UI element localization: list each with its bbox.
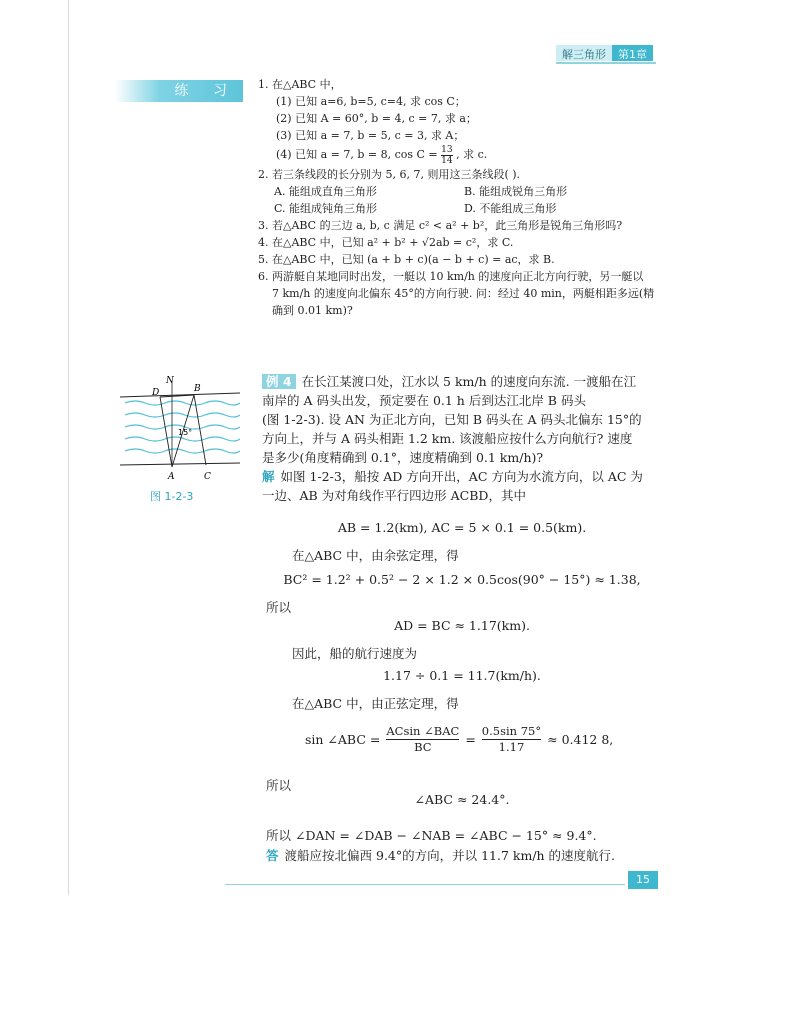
exercise-2-options	[258, 183, 658, 217]
footer-divider	[225, 884, 625, 885]
sine-fraction-2	[482, 724, 541, 755]
solution-line-1	[262, 467, 662, 486]
exercise-3: 3. 若△ABC 的三边 a, b, c 满足 c² < a² + b²，此三角形是锐角三角形吗?	[258, 219, 623, 232]
answer-key: 答	[266, 848, 279, 863]
example-4-line-3: (图 1-2-3). 设 AN 为正北方向，已知 B 码头在 A 码头北偏东 15°的	[262, 412, 642, 427]
example-4-line-2: 南岸的 A 码头出发，预定要在 0.1 h 后到达江北岸 B 码头	[262, 393, 586, 408]
page-number: 15	[628, 871, 658, 889]
exercise-5: 5. 在△ABC 中，已知 (a + b + c)(a − b + c) = ac，求 B.	[258, 253, 555, 266]
exercise-1-1: (1) 已知 a=6, b=5, c=4, 求 cos C；	[276, 95, 466, 108]
option-b: B. 能组成锐角三角形	[464, 185, 568, 198]
example-4-text-1: 在长江某渡口处，江水以 5 km/h 的速度向东流. 一渡船在江	[301, 374, 637, 389]
equation-speed: 1.17 ÷ 0.1 = 11.7(km/h).	[383, 668, 541, 683]
example-4-line-5: 是多少(角度精确到 0.1°，速度精确到 0.1 km/h)?	[262, 450, 544, 465]
exercise-1: 1. 在△ABC 中，	[258, 78, 342, 91]
exercise-1-4-fraction	[441, 145, 452, 166]
chapter-header	[556, 45, 653, 61]
answer-line	[266, 846, 615, 864]
solution-so-1: 所以	[266, 600, 292, 615]
exercise-6-line-2: 7 km/h 的速度向北偏东 45°的方向行驶. 问：经过 40 min，两艇相距多远(精	[272, 287, 655, 300]
exercise-2: 2. 若三条线段的长分别为 5, 6, 7, 则用这三条线段( ).	[258, 168, 521, 181]
exercise-6-line-1: 6. 两游艇自某地同时出发，一艇以 10 km/h 的速度向正北方向行驶，另一艇以	[258, 270, 644, 283]
equation-ad-bc: AD = BC ≈ 1.17(km).	[394, 618, 530, 633]
sine-fraction-1-num: ACsin ∠BAC	[386, 724, 460, 738]
exercise-list	[258, 76, 658, 319]
solution-sine-intro: 在△ABC 中，由正弦定理，得	[292, 696, 459, 711]
equation-sine-rule	[305, 724, 613, 755]
north-bank	[120, 393, 240, 397]
solution-key: 解	[262, 469, 275, 484]
equation-ab-ac: AB = 1.2(km), AC = 5 × 0.1 = 0.5(km).	[337, 520, 587, 535]
exercise-banner: 练 习	[115, 80, 243, 102]
equation-angle-abc: ∠ABC ≈ 24.4°.	[414, 792, 510, 807]
option-d: D. 不能组成三角形	[464, 202, 557, 215]
option-c: C. 能组成钝角三角形	[274, 202, 378, 215]
label-c: C	[204, 472, 211, 482]
label-b: B	[194, 384, 201, 394]
label-angle: 15°	[178, 428, 193, 437]
exercise-1-4-suffix: , 求 c.	[456, 148, 488, 161]
chapter-badge: 第1章	[612, 45, 653, 61]
river-crossing-diagram	[120, 375, 240, 485]
exercise-4: 4. 在△ABC 中，已知 a² + b² + √2ab = c²，求 C.	[258, 236, 514, 249]
section-title: 解三角形	[556, 45, 612, 61]
segment-bc	[194, 395, 206, 465]
sine-rhs: ≈ 0.412 8,	[547, 732, 614, 747]
solution-speed-intro: 因此，船的航行速度为	[292, 646, 418, 661]
label-n: N	[166, 376, 174, 386]
sine-lhs: sin ∠ABC =	[305, 732, 381, 747]
sine-fraction-2-num: 0.5sin 75°	[481, 724, 542, 738]
exercise-6-line-3: 确到 0.01 km)?	[272, 304, 353, 317]
segment-ad	[160, 397, 172, 467]
south-bank	[120, 463, 240, 465]
answer-text: 渡船应按北偏西 9.4°的方向，并以 11.7 km/h 的速度航行.	[284, 848, 616, 863]
example-4-line-1	[262, 372, 662, 391]
example-4-statement	[262, 372, 662, 505]
label-d: D	[152, 388, 160, 398]
fraction-numerator: 13	[441, 144, 453, 155]
solution-line-2: 一边、AB 为对角线作平行四边形 ACBD，其中	[262, 488, 526, 503]
solution-so-2: 所以	[266, 778, 292, 793]
sine-fraction-1-den: BC	[414, 740, 432, 754]
option-a: A. 能组成直角三角形	[274, 185, 377, 198]
exercise-1-2: (2) 已知 A = 60°, b = 4, c = 7, 求 a；	[276, 112, 477, 125]
example-4-line-4: 方向上，并与 A 码头相距 1.2 km. 该渡船应按什么方向航行? 速度	[262, 431, 633, 446]
label-a: A	[168, 472, 175, 482]
exercise-1-3: (3) 已知 a = 7, b = 5, c = 3, 求 A；	[276, 129, 465, 142]
sine-equals: =	[465, 732, 476, 747]
solution-text-1: 如图 1-2-3，船按 AD 方向开出，AC 方向为水流方向，以 AC 为	[280, 469, 643, 484]
sine-fraction-2-den: 1.17	[498, 740, 525, 754]
figure-caption: 图 1-2-3	[150, 490, 194, 503]
fraction-denominator: 14	[441, 155, 453, 166]
header-divider	[556, 62, 656, 64]
equation-bc-squared: BC² = 1.2² + 0.5² − 2 × 1.2 × 0.5cos(90° − 15°) ≈ 1.38,	[283, 572, 641, 587]
river-waves	[125, 401, 240, 453]
exercise-1-4-prefix: (4) 已知 a = 7, b = 8, cos C =	[276, 148, 438, 161]
example-tag: 例 4	[262, 374, 296, 389]
sine-fraction-1	[386, 724, 459, 755]
equation-angle-dan: 所以 ∠DAN = ∠DAB − ∠NAB = ∠ABC − 15° ≈ 9.4°.	[266, 828, 597, 843]
solution-cosine-intro: 在△ABC 中，由余弦定理，得	[292, 548, 459, 563]
exercise-1-4	[258, 144, 658, 166]
